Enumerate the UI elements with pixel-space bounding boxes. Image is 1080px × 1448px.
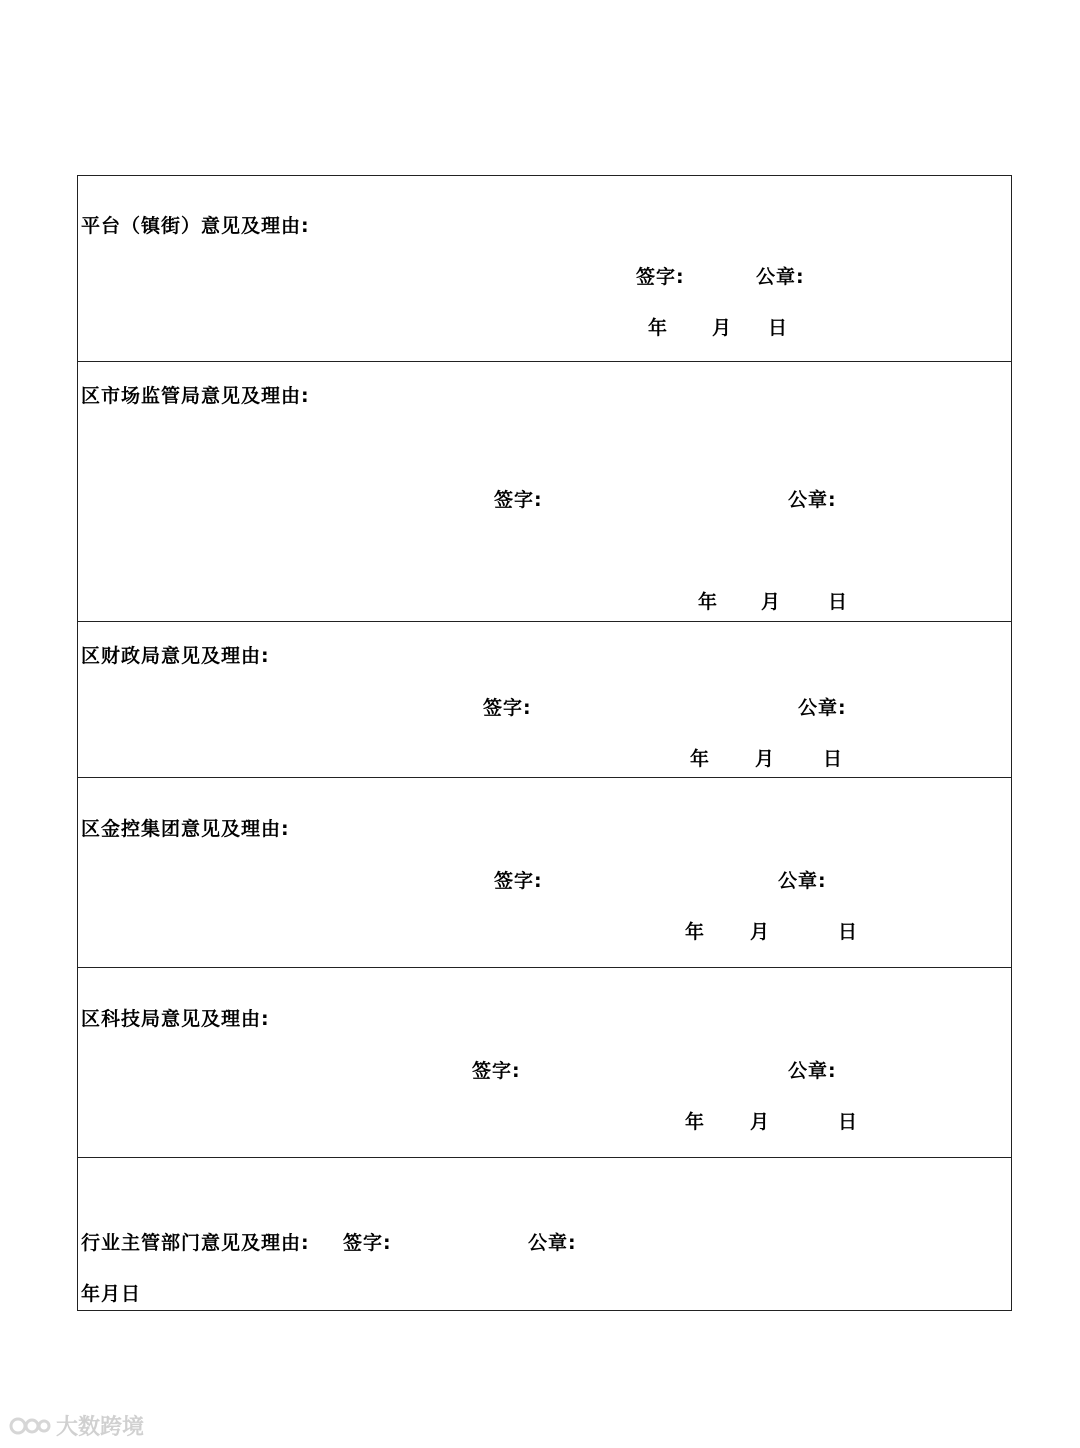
date-month: 月 (712, 317, 733, 339)
seal-label: 公章: (798, 697, 847, 719)
date-year: 年 (690, 748, 711, 770)
date-label: 年月日 (81, 1283, 142, 1305)
watermark-text: 大数跨境 (56, 1415, 145, 1440)
approval-form-table (77, 175, 1012, 1311)
section-platform (78, 176, 1011, 361)
signature-label: 签字: (472, 1060, 521, 1082)
seal-label: 公章: (788, 489, 837, 511)
section-financial-holding-group (78, 777, 1011, 967)
seal-label: 公章: (756, 266, 805, 288)
section-industry-authority (78, 1157, 1011, 1312)
section-finance-bureau (78, 621, 1011, 777)
date-day: 日 (768, 317, 789, 339)
date-month: 月 (761, 591, 782, 613)
section-title: 行业主管部门意见及理由: (81, 1232, 310, 1254)
date-month: 月 (750, 921, 771, 943)
section-title: 区市场监管局意见及理由: (81, 385, 310, 407)
date-year: 年 (685, 921, 706, 943)
section-title: 区财政局意见及理由: (81, 645, 270, 667)
date-day: 日 (838, 921, 859, 943)
date-month: 月 (755, 748, 776, 770)
signature-label: 签字: (636, 266, 685, 288)
signature-label: 签字: (343, 1232, 392, 1254)
section-title: 平台（镇街）意见及理由: (81, 215, 310, 237)
watermark-logo-icon (8, 1412, 52, 1440)
date-month: 月 (750, 1111, 771, 1133)
signature-label: 签字: (494, 489, 543, 511)
date-day: 日 (823, 748, 844, 770)
seal-label: 公章: (788, 1060, 837, 1082)
section-science-technology-bureau (78, 967, 1011, 1157)
section-title: 区科技局意见及理由: (81, 1008, 270, 1030)
signature-label: 签字: (483, 697, 532, 719)
signature-label: 签字: (494, 870, 543, 892)
date-day: 日 (828, 591, 849, 613)
seal-label: 公章: (528, 1232, 577, 1254)
date-year: 年 (698, 591, 719, 613)
section-title: 区金控集团意见及理由: (81, 818, 290, 840)
date-day: 日 (838, 1111, 859, 1133)
date-year: 年 (648, 317, 669, 339)
watermark (8, 1410, 144, 1441)
seal-label: 公章: (778, 870, 827, 892)
section-market-regulation (78, 361, 1011, 621)
date-year: 年 (685, 1111, 706, 1133)
